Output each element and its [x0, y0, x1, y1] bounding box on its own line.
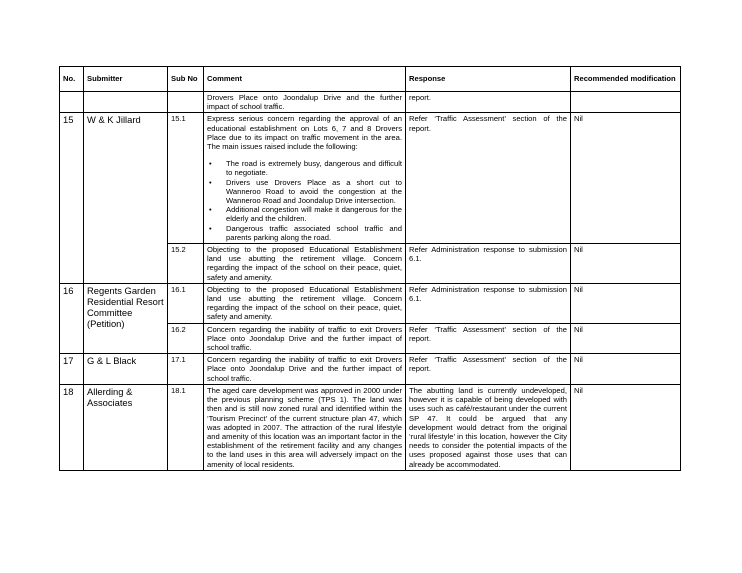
- cell-no: 17: [60, 354, 84, 385]
- cell-response: Refer ‘Traffic Assessment’ section of the report.: [406, 354, 571, 385]
- cell-response: Refer ‘Traffic Assessment’ section of the report.: [406, 323, 571, 354]
- cell-sub-no: 17.1: [168, 354, 204, 385]
- cell-recommended: Nil: [571, 323, 681, 354]
- submissions-table: [59, 66, 681, 471]
- cell-submitter: [84, 92, 168, 113]
- header-response: Response: [406, 67, 571, 92]
- cell-no: 18: [60, 384, 84, 470]
- cell-submitter: Regents Garden Residential Resort Committee (Petition): [84, 283, 168, 353]
- table-row: [60, 384, 681, 470]
- cell-submitter: Allerding & Associates: [84, 384, 168, 470]
- cell-sub-no: 18.1: [168, 384, 204, 470]
- table-row: [60, 92, 681, 113]
- list-item: • The road is extremely busy, dangerous and difficult to negotiate.: [221, 159, 402, 177]
- header-comment: Comment: [204, 67, 406, 92]
- cell-sub-no: 16.2: [168, 323, 204, 354]
- cell-comment: Objecting to the proposed Educational Establishment land use abutting the retirement village. Concern regarding the impact of the school on their peace, quiet, safety and amenity.: [204, 244, 406, 284]
- cell-no: [60, 92, 84, 113]
- header-sub-no: Sub No: [168, 67, 204, 92]
- list-item: • Drivers use Drovers Place as a short cut to Wanneroo Road to avoid the congestion at the Wanneroo Road and Joondalup Drive intersection.: [221, 178, 402, 206]
- cell-recommended: Nil: [571, 354, 681, 385]
- cell-recommended: Nil: [571, 113, 681, 244]
- cell-response: report.: [406, 92, 571, 113]
- cell-comment: The aged care development was approved in 2000 under the previous planning scheme (TPS 1). The land was then and is still now zoned rural and identified within the ‘Tourism Precinct’ of the current structure plan 47, which was adopted in 2007. The attraction of the rural lifestyle and amenity of this location was an important factor in the establishment of the retirement facility and any changes to the land uses in this area will adversely impact on the amenity of local residents.: [204, 384, 406, 470]
- cell-recommended: [571, 92, 681, 113]
- cell-recommended: Nil: [571, 384, 681, 470]
- table-row: [60, 113, 681, 244]
- cell-comment: Drovers Place onto Joondalup Drive and the further impact of school traffic.: [204, 92, 406, 113]
- header-row: [60, 67, 681, 92]
- cell-no: 15: [60, 113, 84, 283]
- cell-response: The abutting land is currently undeveloped, however it is capable of being developed with uses such as café/restaurant under the current SP 47. It could be argued that any development would detract from the original ‘rural lifestyle’ in this location, however the City needs to consider the potential impacts of the uses proposed against those uses that can already be accommodated.: [406, 384, 571, 470]
- cell-recommended: Nil: [571, 244, 681, 284]
- cell-sub-no: 15.2: [168, 244, 204, 284]
- table-row: [60, 354, 681, 385]
- cell-comment: Objecting to the proposed Educational Establishment land use abutting the retirement village. Concern regarding the impact of the school on their peace, quiet, safety and amenity.: [204, 283, 406, 323]
- cell-comment: Concern regarding the inability of traffic to exit Drovers Place onto Joondalup Drive and the further impact of school traffic.: [204, 354, 406, 385]
- list-item: • Additional congestion will make it dangerous for the elderly and the children.: [221, 205, 402, 223]
- cell-no: 16: [60, 283, 84, 353]
- table-row: [60, 283, 681, 323]
- list-item: • Dangerous traffic associated school traffic and parents parking along the road.: [221, 224, 402, 242]
- comment-text: Express serious concern regarding the approval of an educational establishment on Lots 6, 7 and 8 Drovers Place due to its impact on traffic movement in the area. The main issues raised include the following:: [207, 114, 402, 152]
- cell-sub-no: 15.1: [168, 113, 204, 244]
- cell-submitter: G & L Black: [84, 354, 168, 385]
- cell-sub-no: [168, 92, 204, 113]
- cell-sub-no: 16.1: [168, 283, 204, 323]
- header-submitter: Submitter: [84, 67, 168, 92]
- issue-list: [207, 159, 402, 242]
- cell-comment: Concern regarding the inability of traffic to exit Drovers Place onto Joondalup Drive and the further impact of school traffic.: [204, 323, 406, 354]
- cell-response: Refer Administration response to submission 6.1.: [406, 283, 571, 323]
- cell-response: Refer Administration response to submission 6.1.: [406, 244, 571, 284]
- cell-comment: [204, 113, 406, 244]
- header-recommended: Recommended modification: [571, 67, 681, 92]
- cell-response: Refer ‘Traffic Assessment’ section of the report.: [406, 113, 571, 244]
- header-no: No.: [60, 67, 84, 92]
- cell-recommended: Nil: [571, 283, 681, 323]
- cell-submitter: W & K Jillard: [84, 113, 168, 283]
